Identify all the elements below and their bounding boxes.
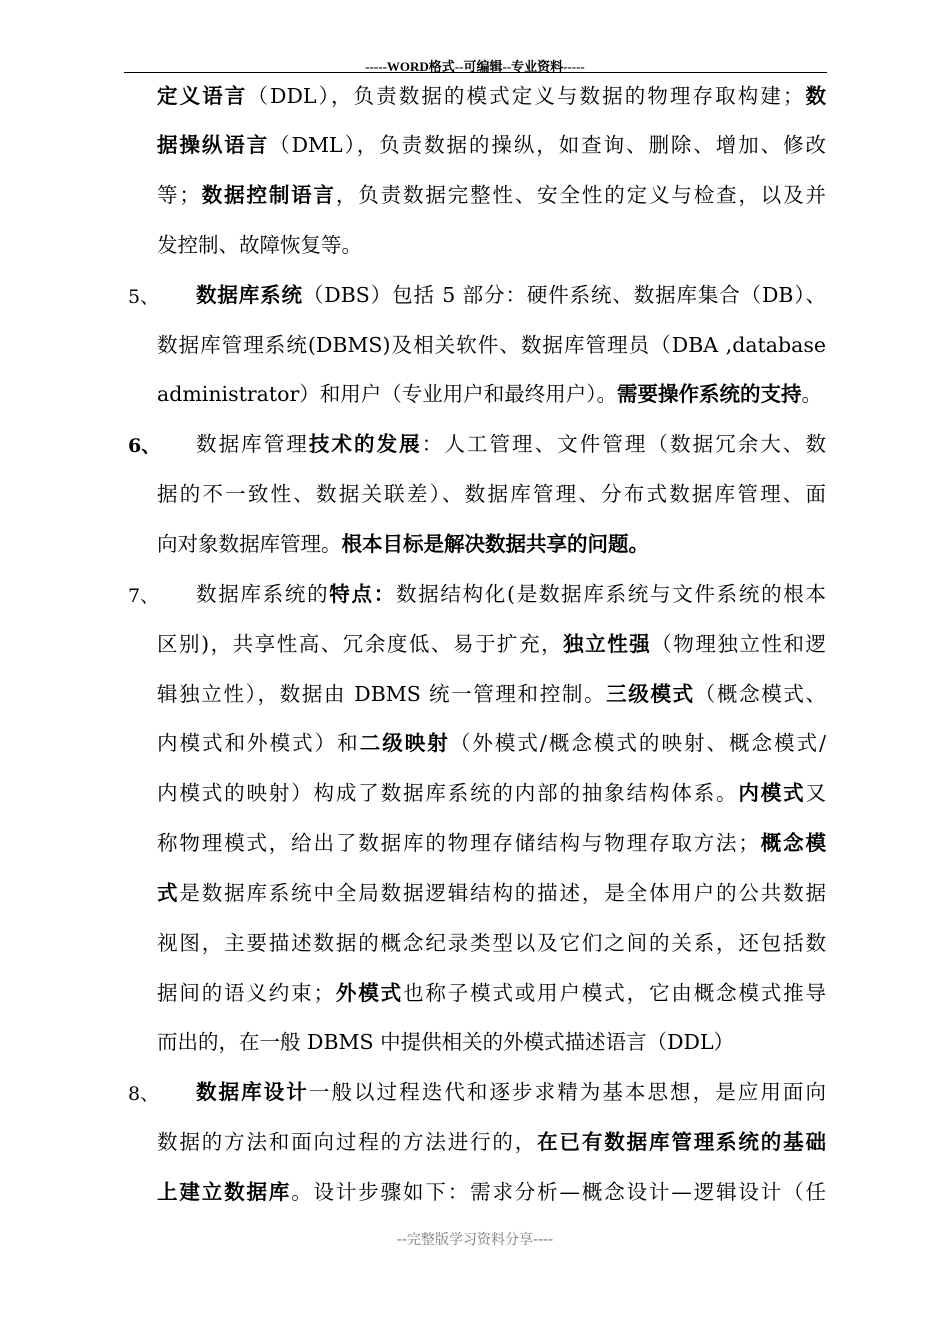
bold-term: 技术的发展	[308, 432, 422, 456]
text-run: （DML），负责数据的操纵，如查询、删除、增加、修改	[269, 133, 826, 157]
text-run: 。	[801, 382, 823, 406]
text-run: 辑独立性），数据由 DBMS 统一管理和控制。	[157, 682, 607, 706]
bold-term: 据操纵语言	[157, 133, 270, 157]
text-line	[157, 829, 826, 857]
bold-term: 式	[157, 881, 180, 905]
text-run: ，负责数据完整性、安全性的定义与检查，以及并	[335, 183, 827, 207]
text-line	[157, 1028, 826, 1056]
bold-term: 根本目标是解决数据共享的问题。	[341, 532, 649, 556]
text-line	[196, 430, 826, 458]
text-run: （DDL），负责数据的模式定义与数据的物理存取构建；	[247, 84, 804, 108]
bold-term: 三级模式	[606, 682, 695, 706]
text-run: （物理独立性和逻	[651, 632, 827, 656]
text-run: 是数据库系统中全局数据逻辑结构的描述，是全体用户的公共数据	[179, 881, 827, 905]
bold-term: 特点：	[329, 582, 396, 606]
text-line	[157, 1128, 826, 1156]
bold-term: 在已有数据库管理系统的基础	[537, 1130, 827, 1154]
list-number: 6、	[128, 435, 161, 457]
text-run: 数据的方法和面向过程的方法进行的，	[157, 1130, 538, 1154]
text-line	[157, 1178, 826, 1206]
bold-term: 数据库系统	[196, 283, 303, 307]
text-line	[157, 231, 826, 259]
text-line	[157, 879, 826, 907]
text-line	[157, 131, 826, 159]
text-line	[196, 580, 826, 608]
text-run: 也称子模式或用户模式，它由概念模式推导	[403, 981, 827, 1005]
text-line	[157, 729, 826, 757]
text-run: 数据库管理	[196, 432, 309, 456]
text-run: 而出的，在一般 DBMS 中提供相关的外模式描述语言（DDL）	[157, 1030, 735, 1054]
text-line	[157, 181, 826, 209]
text-run: ：人工管理、文件管理（数据冗余大、数	[421, 432, 827, 456]
text-run: 数据结构化(是数据库系统与文件系统的根本	[395, 582, 827, 606]
bold-term: 定义语言	[157, 84, 248, 108]
text-run: 区别)，共享性高、冗余度低、易于扩充，	[157, 632, 564, 656]
bold-term: 概念模	[758, 831, 827, 855]
bold-term: 外模式	[334, 981, 403, 1005]
text-run: 内模式和外模式）和	[157, 731, 360, 755]
text-line	[157, 82, 826, 110]
text-line	[157, 480, 826, 508]
text-line	[157, 779, 826, 807]
text-run: （外模式/概念模式的映射、概念模式/	[449, 731, 827, 755]
text-run: 。设计步骤如下：需求分析—概念设计—逻辑设计（任	[291, 1180, 827, 1204]
text-run: 称物理模式，给出了数据库的物理存储结构与物理存取方法；	[157, 831, 759, 855]
text-run: 内模式的映射）构成了数据库系统的内部的抽象结构体系。	[157, 781, 739, 805]
bold-term: 内模式	[738, 781, 806, 805]
list-number: 7、	[128, 585, 160, 607]
bold-term: 上建立数据库	[157, 1180, 292, 1204]
text-line	[157, 331, 826, 359]
bold-term: 需要操作系统的支持	[617, 382, 802, 406]
text-run: 视图，主要描述数据的概念纪录类型以及它们之间的关系，还包括数	[157, 931, 826, 955]
bold-term: 数据库设计	[196, 1080, 309, 1104]
text-run: 数据库管理系统(DBMS)及相关软件、数据库管理员（DBA ,database	[157, 333, 826, 357]
text-line	[157, 680, 826, 708]
text-run: 据的不一致性、数据关联差）、数据库管理、分布式数据库管理、面	[157, 482, 826, 506]
text-run: 又	[805, 781, 827, 805]
text-line	[196, 1078, 826, 1106]
list-number: 5、	[128, 286, 160, 308]
header-rule	[124, 72, 827, 73]
bold-term: 独立性强	[563, 632, 652, 656]
text-line	[157, 530, 826, 558]
bold-term: 数据控制语言	[199, 183, 336, 207]
bold-term: 二级映射	[359, 731, 450, 755]
text-run: administrator）和用户（专业用户和最终用户）。	[157, 382, 618, 406]
text-run: 发控制、故障恢复等。	[157, 233, 362, 257]
text-line	[157, 929, 826, 957]
bold-term: 数	[803, 84, 827, 108]
text-line	[157, 979, 826, 1007]
text-line	[157, 630, 826, 658]
page-footer: --完整版学习资料分享----	[396, 1232, 554, 1248]
text-run: 向对象数据库管理。	[157, 532, 342, 556]
text-line	[157, 380, 826, 408]
text-run: （DBS）包括 5 部分：硬件系统、数据库集合（DB）、	[302, 283, 827, 307]
text-run: （概念模式、	[694, 682, 827, 706]
text-run: 数据库系统的	[196, 582, 330, 606]
text-run: 一般以过程迭代和逐步求精为基本思想，是应用面向	[308, 1080, 827, 1104]
text-line	[196, 281, 826, 309]
text-run: 据间的语义约束；	[157, 981, 335, 1005]
page-header: -----WORD格式--可编辑--专业资料-----	[365, 59, 585, 74]
text-run: 等；	[157, 183, 200, 207]
list-number: 8、	[128, 1083, 160, 1105]
